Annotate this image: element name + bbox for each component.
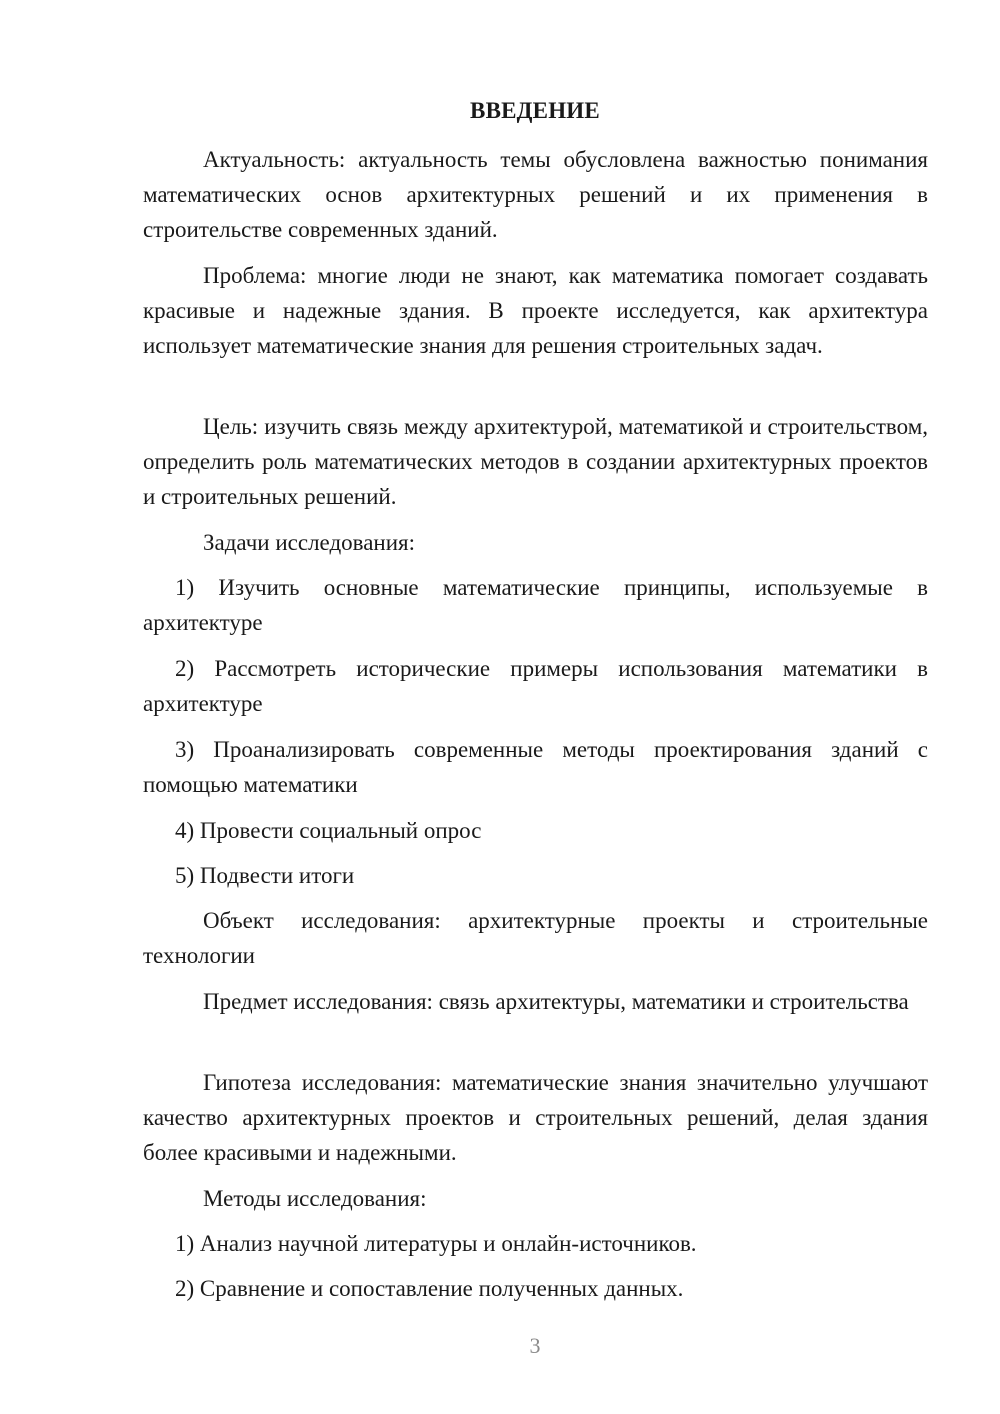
method-item-1: 1) Анализ научной литературы и онлайн-источников. bbox=[175, 1231, 697, 1256]
goal-paragraph: Цель: изучить связь между архитектурой, математикой и строительством, определить роль математических методов в создании архитектурных проектов и строительных решений. bbox=[143, 414, 928, 509]
task-item-2: 2) Рассмотреть исторические примеры использования математики в архитектуре bbox=[143, 656, 928, 716]
tasks-title: Задачи исследования: bbox=[203, 530, 416, 555]
task-item-4: 4) Провести социальный опрос bbox=[175, 818, 482, 843]
task-item-5: 5) Подвести итоги bbox=[175, 863, 355, 888]
problem-paragraph: Проблема: многие люди не знают, как математика помогает создавать красивые и надежные здания. В проекте исследуется, как архитектура использует математические знания для решения строительных задач. bbox=[143, 263, 928, 358]
relevance-paragraph: Актуальность: актуальность темы обусловлена важностью понимания математических основ архитектурных решений и их применения в строительстве современных зданий. bbox=[143, 147, 928, 242]
method-item-2: 2) Сравнение и сопоставление полученных данных. bbox=[175, 1276, 684, 1301]
hypothesis-paragraph: Гипотеза исследования: математические знания значительно улучшают качество архитектурных проектов и строительных решений, делая здания более красивыми и надежными. bbox=[143, 1070, 928, 1165]
page-number: 3 bbox=[529, 1333, 541, 1358]
methods-title: Методы исследования: bbox=[203, 1186, 427, 1211]
object-paragraph: Объект исследования: архитектурные проекты и строительные технологии bbox=[143, 908, 928, 968]
task-item-1: 1) Изучить основные математические принципы, используемые в архитектуре bbox=[143, 575, 928, 635]
page-title: ВВЕДЕНИЕ bbox=[470, 98, 600, 123]
subject-paragraph: Предмет исследования: связь архитектуры, математики и строительства bbox=[203, 989, 909, 1014]
task-item-3: 3) Проанализировать современные методы проектирования зданий с помощью математики bbox=[143, 737, 928, 797]
